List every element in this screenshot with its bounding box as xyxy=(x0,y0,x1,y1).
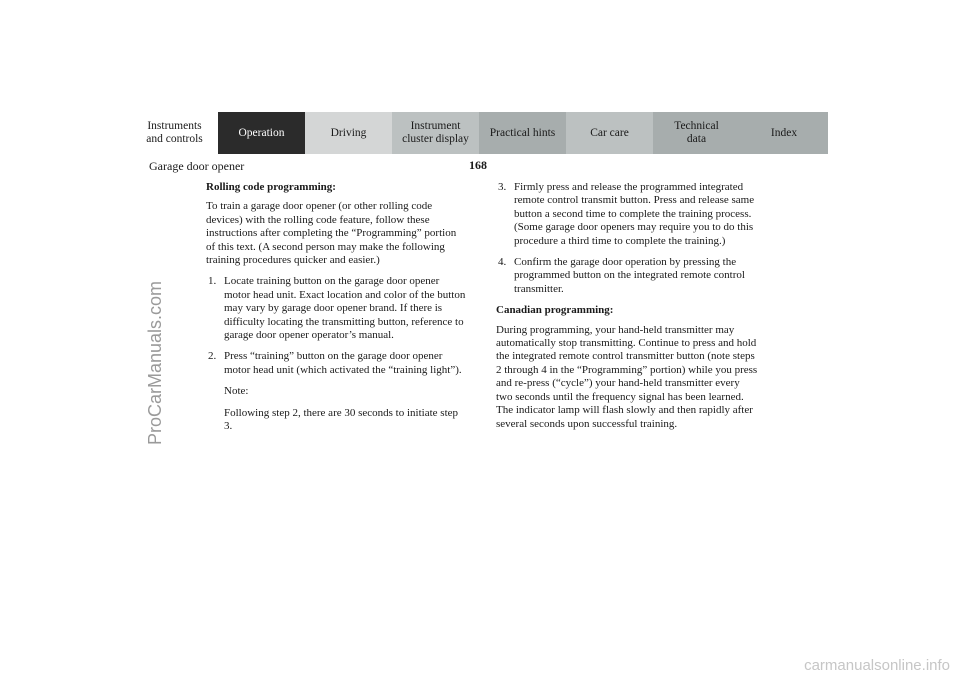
step-number: 3. xyxy=(498,181,507,193)
canadian-programming-body: During programming, your hand-held transmitter may automatically stop transmitting. Continue to press and hold the integrated remote control transmitter button (note steps 2 through 4 in the “Programming” portion) while you press and re-press (“cycle”) your hand-held transmitter every two seconds until the frequency signal has been learned. The indicator lamp will flash slowly and then rapidly after several seconds upon successful training. xyxy=(496,323,758,430)
step-text: Confirm the garage door operation by pressing the programmed button on the integrated remote control transmitter. xyxy=(514,256,745,295)
tab-instruments-and-controls[interactable]: Instruments and controls xyxy=(131,112,218,154)
section-tab-bar xyxy=(131,112,829,154)
rolling-code-intro: To train a garage door opener (or other rolling code devices) with the rolling code feature, follow these instructions after completing the “Programming” portion of this text. (A second person may make the following training procedures quicker and easier.) xyxy=(206,200,457,267)
list-item xyxy=(496,181,758,248)
step-text: Firmly press and release the programmed integrated remote control transmit button. Press and release same button a second time to complete the training process. (Some garage door openers may require you to do this procedure a third time to complete the training.) xyxy=(514,181,755,247)
page-title: Garage door opener xyxy=(149,159,245,173)
tab-index[interactable]: Index xyxy=(740,112,828,154)
right-column xyxy=(496,181,758,439)
tab-technical-data[interactable]: Technical data xyxy=(653,112,740,154)
tab-operation[interactable]: Operation xyxy=(218,112,305,154)
page-number: 168 xyxy=(469,158,487,172)
list-item xyxy=(206,350,468,377)
note-text: Following step 2, there are 30 seconds to initiate step 3. xyxy=(224,406,459,433)
note-label: Note: xyxy=(224,385,249,398)
tab-car-care[interactable]: Car care xyxy=(566,112,653,154)
step-text: Press “training” button on the garage door opener motor head unit (which activated the “training light”). xyxy=(224,350,462,376)
bottom-watermark: carmanualsonline.info xyxy=(804,657,950,674)
list-item xyxy=(496,256,758,296)
list-item xyxy=(206,275,468,342)
step-number: 4. xyxy=(498,256,507,269)
left-column xyxy=(206,181,468,442)
step-number: 1. xyxy=(208,275,217,288)
tab-driving[interactable]: Driving xyxy=(305,112,392,154)
canadian-programming-heading: Canadian programming: xyxy=(496,304,614,317)
rolling-code-heading: Rolling code programming: xyxy=(206,181,336,193)
step-number: 2. xyxy=(208,350,217,363)
step-text: Locate training button on the garage door opener motor head unit. Exact location and color of the button may vary by garage door opener brand. If there is difficulty locating the transmitting button, reference to garage door opener operator’s manual. xyxy=(224,275,466,342)
tab-practical-hints[interactable]: Practical hints xyxy=(479,112,566,154)
tab-instrument-cluster-display[interactable]: Instrument cluster display xyxy=(392,112,479,154)
side-watermark: ProCarManuals.com xyxy=(145,280,165,445)
